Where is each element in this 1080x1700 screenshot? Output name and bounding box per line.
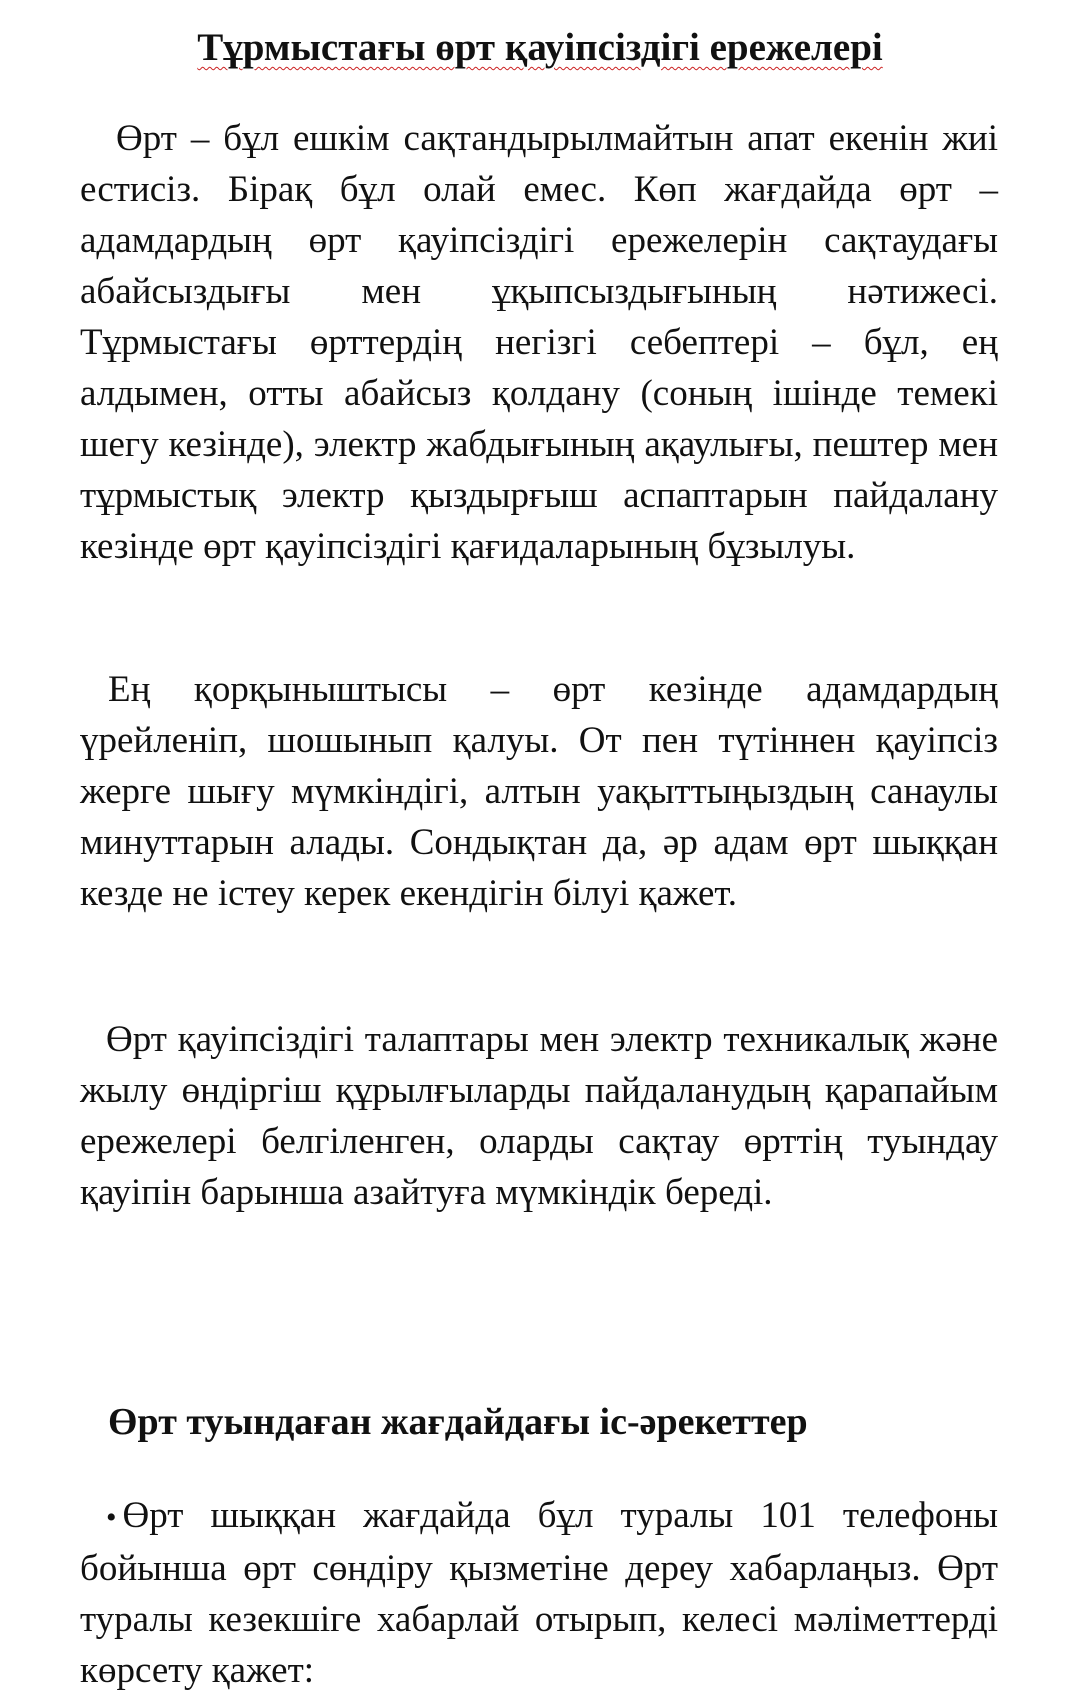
paragraph-2: Ең қорқыныштысы – өрт кезінде адамдардың үрейленіп, шошынып қалуы. От пен түтіннен қауіпсіз жерге шығу мүмкіндігі, алтын уақыттыңыздың санаулы минуттарын алады. Сондықтан да, әр адам өрт шыққан кезде не істеу керек екендігін білуі қажет. (80, 669, 998, 914)
paragraph-1: Өрт – бұл ешкім сақтандырылмайтын апат екенін жиі естисіз. Бірақ бұл олай емес. Көп жағдайда өрт – адамдардың өрт қауіпсіздігі ережелерін сақтаудағы абайсыздығы мен ұқыпсыздығының нәтижесі. Тұрмыстағы өрттердің негізгі себептері – бұл, ең алдымен, отты абайсыз қолдану (соның ішінде темекі шегу кезінде), электр жабдығының ақаулығы, пештер мен тұрмыстық электр қыздырғыш аспаптарын пайдалану кезінде өрт қауіпсіздігі қағидаларының бұзылуы. (80, 118, 998, 567)
paragraph-3: Өрт қауіпсіздігі талаптары мен электр техникалық және жылу өндіргіш құрылғыларды пайдаланудың қарапайым ережелері белгіленген, оларды сақтау өрттің туындау қауіпін барынша азайтуға мүмкіндік береді. (80, 1019, 998, 1213)
document-title (0, 22, 1080, 74)
document-title-text: Тұрмыстағы өрт қауіпсіздігі ережелері (197, 26, 883, 69)
section-subheading: Өрт туындаған жағдайдағы іс-әрекеттер (108, 1401, 808, 1443)
bullet-item (80, 1490, 998, 1696)
bullet-item-text: Өрт шыққан жағдайда бұл туралы 101 телефоны бойынша өрт сөндіру қызметіне дереу хабарлаңыз. Өрт туралы кезекшіге хабарлай отырып, келесі мәліметтерді көрсету қажет: (80, 1495, 998, 1691)
bullet-icon: • (106, 1501, 117, 1534)
